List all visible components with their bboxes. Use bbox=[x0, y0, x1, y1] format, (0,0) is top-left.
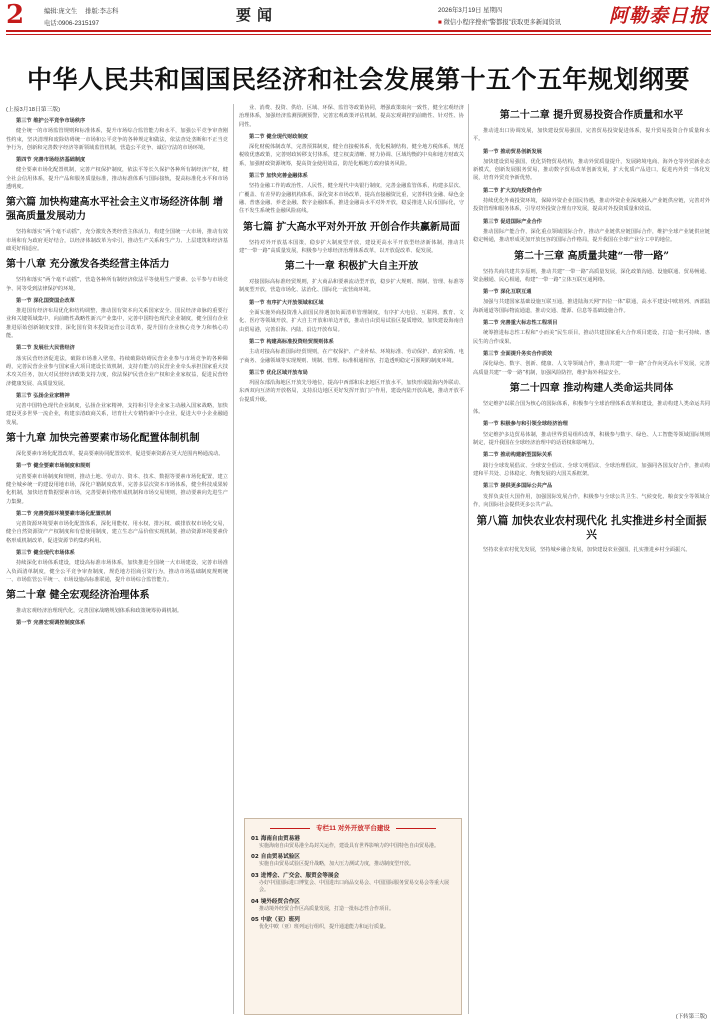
chapter-heading: 第二十四章 推动构建人类命运共同体 bbox=[509, 382, 674, 394]
body-paragraph: 坚持对外开放基本国策，稳步扩大制度型开放，建设更高水平开放型经济新体制，推动共建“一带一路”高质量发展，积极参与全球经济治理体系改革，以开放促改革、促发展。 bbox=[239, 239, 464, 254]
body-paragraph: 完善资源环境要素市场化配置体系，深化用能权、用水权、排污权、碳排放权市场化交易，健全自然资源资产产权制度和有偿使用制度，建立生态产品价值实现机制，推动资源环境要素价格形成机制改革，促进资源节约集约利用。 bbox=[6, 521, 228, 544]
body-paragraph: 完善要素市场制度和规则，推动土地、劳动力、资本、技术、数据等要素市场化配置，建立健全城乡统一的建设用地市场，深化户籍制度改革，完善多层次资本市场体系，健全科技成果转化机制，加快培育数据要素市场，完善要素价格形成机制和市场交易规则，推动要素向先进生产力集聚。 bbox=[6, 473, 228, 505]
section-heading: 第一节 深化互联互通 bbox=[483, 289, 532, 296]
section-heading: 第三节 健全现代市场体系 bbox=[16, 549, 75, 556]
column-body bbox=[6, 117, 228, 628]
section-heading: 第一节 深化国资国企改革 bbox=[16, 297, 75, 304]
page-headline: 中华人民共和国国民经济和社会发展第十五个五年规划纲要 bbox=[26, 65, 690, 94]
chapter-heading: 第二十三章 高质量共建“一带一路” bbox=[514, 250, 669, 262]
section-heading: 第一节 完善宏观调控制度体系 bbox=[16, 620, 86, 627]
body-paragraph: 健全要素市场化配置机制，完善产权保护制度，依法平等长久保护各种所有制经济产权，健全社会信用体系，提升产品和服务质量标准，推动标准体系与国际接轨，提高标准化水平和市场透明度。 bbox=[6, 167, 228, 191]
body-paragraph: 坚定维护以联合国为核心的国际体系，积极参与全球治理体系改革和建设，推动构建人类命运共同体。 bbox=[473, 400, 710, 416]
special-column-item-title: 02 自由贸易试验区 bbox=[251, 854, 300, 861]
column-body bbox=[473, 109, 710, 554]
date-line: 2026年3月19日 星期四 bbox=[438, 7, 503, 14]
phone-line: 电话:0906-2315197 bbox=[44, 20, 99, 27]
section-heading: 第二节 健全现代财政制度 bbox=[249, 133, 308, 140]
special-column-item-text: 实施自由贸易试验区提升战略，加大压力测试力度，推动制度型开放。 bbox=[259, 861, 415, 868]
section-heading: 第四节 完善市场经济基础制度 bbox=[16, 157, 86, 164]
body-paragraph: 统筹推进标志性工程和“小而美”民生项目，推动共建国家重大合作项目建设，打造一批可持续、惠民生的合作成果。 bbox=[473, 330, 710, 345]
special-column-item-title: 05 中欧（亚）班列 bbox=[251, 917, 300, 924]
body-paragraph: 深化绿色、数字、创新、健康、人文等领域合作，推动共建“一带一路”合作向更高水平发展，完善高质量共建“一带一路”机制，加强风险防控，维护海外利益安全。 bbox=[473, 361, 710, 376]
special-column-item bbox=[251, 835, 455, 850]
section-heading: 第三节 弘扬企业家精神 bbox=[16, 392, 70, 399]
column-divider bbox=[233, 104, 234, 1014]
section-heading: 第二节 推动构建新型国际关系 bbox=[483, 452, 553, 459]
special-column-item-text: 优化中欧（亚）班列运行组织，提升通道能力和运行质量。 bbox=[259, 924, 390, 931]
masthead-logo: 阿勒泰日报 bbox=[608, 5, 709, 27]
body-paragraph: 推进国有经济布局优化和结构调整，推动国有资本向关系国家安全、国民经济命脉的重要行业和关键领域集中，向前瞻性战略性新兴产业集中，完善中国特色现代企业制度，健全国有企业推进原始创新制度安排，深化国有资本投资运营公司改革，提升国有企业核心竞争力和核心功能。 bbox=[6, 308, 228, 340]
editor-line bbox=[44, 6, 118, 15]
body-paragraph: 完善中国特色现代企业制度，弘扬企业家精神，支持和引导企业家主动融入国家战略，加快建设更多世界一流企业，构建亲清政商关系，培育壮大专精特新中小企业，促进大中小企业融通发展。 bbox=[6, 403, 228, 426]
special-column-item bbox=[251, 872, 455, 895]
special-column-item-title: 04 境外经贸合作区 bbox=[251, 898, 300, 905]
body-paragraph: 推动国际产能合作，深化重点领域国际合作，推动产业链供应链国际合作，维护全球产业链供应链稳定畅通，推动形成更加开放包容的国际合作格局，提升我国在全球产业分工中的地位。 bbox=[473, 228, 710, 244]
section-heading: 第二节 构建高标准投资经贸规则体系 bbox=[249, 338, 334, 345]
notice-text: 微信小程序搜索“警都报”获取更多新闻资讯 bbox=[443, 19, 562, 26]
continuation-footer: (下转第三版) bbox=[675, 1014, 707, 1020]
body-paragraph: 坚定维护多边贸易体制，推动世界贸易组织改革，积极参与数字、绿色、人工智能等领域国际规则制定，提升我国在全球经济治理中的话语权和影响力。 bbox=[473, 431, 710, 447]
section-heading: 第三节 提供更多国际公共产品 bbox=[483, 483, 553, 490]
chapter-heading: 第十九章 加快完善要素市场化配置体制机制 bbox=[6, 433, 200, 445]
body-paragraph: 主动对接高标准国际经贸规则，在产权保护、产业补贴、环境标准、劳动保护、政府采购、电子商务、金融领域等实现规则、规制、管理、标准相通相容，打造透明稳定可预期的制度环境。 bbox=[239, 349, 464, 364]
section-heading: 第二节 完善资源环境要素市场化配置机制 bbox=[16, 510, 112, 517]
section-heading: 第三节 加快完善金融体系 bbox=[249, 173, 308, 180]
special-column-item-text: 办好中国国际进口博览会、中国进出口商品交易会、中国国际服务贸易交易会等重大展会。 bbox=[259, 879, 450, 894]
column-divider bbox=[468, 104, 469, 1014]
special-column-box bbox=[244, 818, 462, 1015]
chapter-heading: 第六篇 加快构建高水平社会主义市场经济体制 增强高质量发展动力 bbox=[6, 197, 223, 223]
body-paragraph: 持续优化外商投资环境，保障外资企业国民待遇，推动外资企业深度融入产业链供应链，完善对外投资管理和服务体系，引导对外投资合理有序发展，提高对外投资质量和效益。 bbox=[473, 198, 710, 213]
body-paragraph: 推动进出口协调发展，加快建设贸易强国，完善贸易投资促进体系，提升贸易投资合作质量和水平。 bbox=[473, 128, 710, 143]
special-column-item-text: 实施海南自由贸易港全岛封关运作，建设具有世界影响力的中国特色自由贸易港。 bbox=[259, 843, 440, 849]
chapter-heading: 第七篇 扩大高水平对外开放 开创合作共赢新局面 bbox=[243, 221, 460, 233]
section-heading: 第三节 全面提升务实合作质效 bbox=[483, 350, 553, 357]
body-paragraph: 全面实施外商投资准入前国民待遇加负面清单管理制度，有序扩大电信、互联网、教育、文化、医疗等领域开放，扩大自主开放和单边开放，推动自由贸易试验区提质增效，加快建设海南自由贸易港，完善沿海、内陆、沿边开放布局。 bbox=[239, 310, 464, 333]
special-column-title-text: 专栏11 对外开放平台建设 bbox=[316, 825, 390, 832]
body-paragraph: 落实民营经济促进法，破除市场准入壁垒，持续破除妨碍民营企业参与市场竞争的各种障碍，完善民营企业参与国家重大项目建设长效机制，支持有能力的民营企业牵头承担国家重大技术攻关任务，加大对民营经济政策支持力度，依法保护民营企业产权和企业家权益，促进民营经济健康发展、高质量发展。 bbox=[6, 355, 228, 387]
body-paragraph: 坚持农业农村优先发展，坚持城乡融合发展，加快建设农业强国，扎实推进乡村全面振兴。 bbox=[483, 547, 691, 554]
layout-editor-name: 排版:李志科 bbox=[85, 8, 119, 15]
special-column-item-title: 01 海南自由贸易港 bbox=[251, 836, 300, 842]
section-heading: 第一节 积极参与和引领全球经济治理 bbox=[483, 421, 568, 428]
section-heading: 第二节 发展壮大民营经济 bbox=[16, 345, 75, 352]
article-column-1 bbox=[6, 104, 228, 630]
body-paragraph: 深化财税体制改革，完善预算制度，健全直接税体系，优化税制结构，健全地方税体系，规范税收优惠政策，完善财政转移支付体系，建立权责清晰、财力协调、区域均衡的中央和地方财政关系，加强财政资源统筹，提高资金使用效益，防范化解地方政府债务风险。 bbox=[239, 144, 464, 167]
chapter-heading: 第二十二章 提升贸易投资合作质量和水平 bbox=[499, 110, 684, 121]
special-column-title bbox=[245, 823, 461, 832]
section-heading: 第一节 健全要素市场制度和规则 bbox=[16, 463, 91, 470]
section-heading: 第二节 完善重大标志性工程项目 bbox=[483, 320, 558, 327]
body-paragraph: 推动宏观经济治理现代化，完善国家战略规划体系和政策统筹协调机制。 bbox=[16, 608, 183, 615]
body-paragraph: 坚持共商共建共享原则，推动共建“一带一路”高质量发展，深化政策沟通、设施联通、贸易畅通、资金融通、民心相通，构建“一带一路”立体互联互通网络。 bbox=[473, 268, 710, 283]
article-column-3 bbox=[473, 104, 710, 556]
special-column-item bbox=[251, 916, 455, 931]
body-paragraph: 加强与共建国家基础设施互联互通，推进陆海天网“四位一体”联通，高水平建设中欧班列、西部陆海新通道等国际物流通道，推动交通、能源、信息等基础设施合作。 bbox=[473, 299, 710, 314]
article-column-2 bbox=[239, 104, 464, 406]
body-paragraph: 对接国际高标准经贸规则，扩大商品和要素流动型开放，稳步扩大规则、规制、管理、标准等制度型开放，营造市场化、法治化、国际化一流营商环境。 bbox=[239, 279, 464, 294]
section-heading: 第三节 维护公平竞争市场秩序 bbox=[16, 118, 86, 124]
section-heading: 第三节 促进国际产业合作 bbox=[483, 218, 542, 225]
header-rule-thin bbox=[6, 34, 711, 35]
section-heading: 第二节 扩大双向投资合作 bbox=[483, 187, 542, 194]
body-paragraph: 深化要素市场化配置改革，提高要素协同配置效率，促进要素资源在更大范围内畅通流动。 bbox=[16, 451, 224, 458]
header-rule bbox=[6, 30, 711, 32]
column-body bbox=[239, 104, 464, 404]
special-column-list bbox=[251, 835, 455, 934]
special-column-item bbox=[251, 898, 455, 913]
special-column-item-text: 推动境外经贸合作区高质量发展，打造一批标志性合作项目。 bbox=[259, 905, 395, 912]
chapter-heading: 第八篇 加快农业农村现代化 扎实推进乡村全面振兴 bbox=[476, 515, 707, 542]
section-heading: 第一节 推动贸易创新发展 bbox=[483, 148, 542, 155]
body-paragraph: 业、消费、投资、供给、区域、环保、监管等政策协同，增强政策取向一致性，健全宏观经济治理体系，加强经济监测预测预警，完善宏观政策评估机制，提高宏观调控的前瞻性、针对性、协同性。 bbox=[239, 105, 464, 128]
title-rule bbox=[396, 828, 436, 829]
editor-name: 编辑:庞文生 bbox=[44, 8, 78, 15]
notice-mark: ■ bbox=[438, 19, 442, 26]
title-rule bbox=[270, 828, 310, 829]
body-paragraph: 践行全球发展倡议、全球安全倡议、全球文明倡议、全球治理倡议，加强同各国友好合作，推动构建和平共处、总体稳定、均衡发展的大国关系框架。 bbox=[473, 462, 710, 477]
section-heading: 第三节 优化区域开放布局 bbox=[249, 369, 308, 376]
chapter-heading: 第二十章 健全宏观经济治理体系 bbox=[6, 590, 150, 602]
body-paragraph: 加快建设贸易强国，优化货物贸易结构，推动外贸质量提升，发展跨境电商、海外仓等外贸新业态新模式，创新发展服务贸易，推动数字贸易改革创新发展，扩大优质产品进口，促进内外贸一体化发展，培育外贸竞争新优势。 bbox=[473, 158, 710, 182]
chapter-heading: 第十八章 充分激发各类经营主体活力 bbox=[6, 259, 170, 271]
body-paragraph: 坚持金融工作的政治性、人民性，健全现代中央银行制度，完善金融监管体系，构建多层次、广覆盖、有差异的金融机构体系，深化资本市场改革，提高直接融资比重，完善科技金融、绿色金融、普惠金融、养老金融、数字金融体系，推进金融高水平对外开放，稳妥推进人民币国际化，守住不发生系统性金融风险底线。 bbox=[239, 183, 464, 215]
continuation-note: (上接3月18日第三版) bbox=[6, 107, 61, 113]
body-paragraph: 坚持和落实“两个毫不动摇”，营造各种所有制经济依法平等使用生产要素、公平参与市场竞争、同等受到法律保护的环境。 bbox=[6, 277, 228, 292]
section-name: 要闻 bbox=[236, 6, 279, 24]
body-paragraph: 坚持和落实“两个毫不动摇”，充分激发各类经营主体活力，构建全国统一大市场，推动有效市场和有为政府更好结合，以经济体制改革为牵引，推动生产关系和生产力、上层建筑和经济基础更好相适应。 bbox=[6, 229, 228, 252]
chapter-heading: 第二十一章 积极扩大自主开放 bbox=[284, 261, 419, 273]
special-column-item bbox=[251, 853, 455, 868]
body-paragraph: 健全统一的市场监管规则和标准体系，提升市场综合监管能力和水平，加强公平竞争审查刚性约束，坚决清理和废除妨碍统一市场和公平竞争的各种规定和做法，依法查处垄断和不正当竞争行为，创新和完善数字经济等新领域监管机制，营造公平竞争、诚信守法的市场环境。 bbox=[6, 128, 228, 151]
body-paragraph: 巩固东部沿海地区开放先导地位，提高中西部和东北地区开放水平，加快形成陆海内外联动、东西双向互济的开放格局，支持沿边地区更好发挥开放门户作用，建设内陆开放高地，推动开放平台提质升级。 bbox=[239, 380, 464, 403]
body-paragraph: 发挥负责任大国作用，加强国际发展合作，积极参与全球公共卫生、气候变化、粮食安全等领域合作，向国际社会提供更多公共产品。 bbox=[473, 493, 710, 508]
body-paragraph: 持续深化市场体系建设，建设高标准市场体系，加快推进全国统一大市场建设，完善市场准入负面清单制度，健全公平竞争审查制度，规范地方招商引资行为，推动市场基础制度规则统一、市场监管公平统一、市场设施高标准联通，提升市场综合监管能力。 bbox=[6, 560, 228, 583]
section-heading: 第一节 有序扩大开放领域和区域 bbox=[249, 299, 324, 306]
page-number: 2 bbox=[6, 0, 25, 30]
special-column-item-title: 03 进博会、广交会、服贸会等展会 bbox=[251, 872, 340, 879]
wechat-notice bbox=[438, 17, 561, 26]
